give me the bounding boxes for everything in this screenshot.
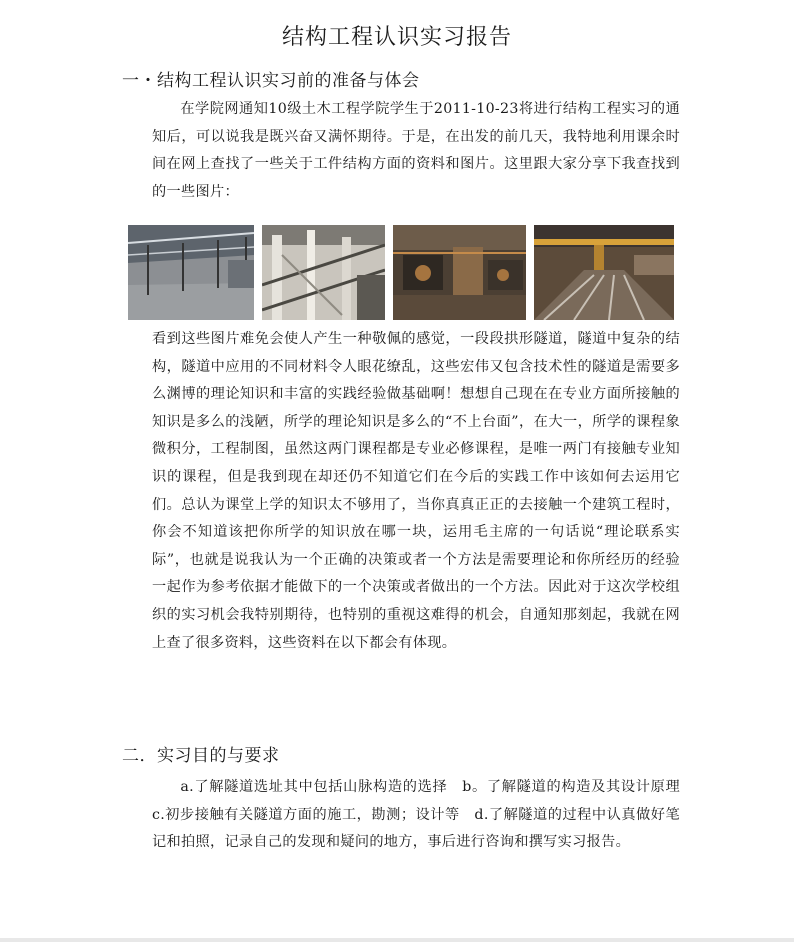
- warehouse-interior-photo: [128, 225, 254, 320]
- section-2-body: [152, 774, 695, 857]
- steel-frame-photo: [262, 225, 385, 320]
- section-1-intro: [152, 96, 680, 206]
- requirements-paragraph: a.了解隧道选址其中包括山脉构造的选择 b。了解隧道的构造及其设计原理 c.初步接触有关隧道方面的施工，勘测；设计等 d.了解隧道的过程中认真做好笔记和拍照，记录自己的发现和疑问的地方，事后进行咨询和撰写实习报告。: [152, 779, 695, 851]
- body-paragraph: 看到这些图片难免会使人产生一种敬佩的感觉，一段段拱形隧道，隧道中复杂的结构，隧道中应用的不同材料令人眼花缭乱，这些宏伟又包含技术性的隧道是需要多么渊博的理论知识和丰富的实践经验做基础啊！想想自己现在在专业方面所接触的知识是多么的浅陋，所学的理论知识是多么的“不上台面”，在大一，所学的课程象微积分，工程制图，虽然这两门课程都是专业必修课程，是唯一两门有接触专业知识的课程，但是我到现在却还仍不知道它们在今后的实践工作中该如何去运用它们。总认为课堂上学的知识太不够用了，当你真真正正的去接触一个建筑工程时，你会不知道该把你所学的知识放在哪一块，运用毛主席的一句话说“理论联系实际”，也就是说我认为一个正确的决策或者一个方法是需要理论和你所经历的经验一起作为参考依据才能做下的一个决策或者做出的一个方法。因此对于这次学校组织的实习机会我特别期待，也特别的重视这难得的机会，自通知那刻起，我就在网上查了很多资料，这些资料在以下都会有体现。: [152, 331, 680, 651]
- intro-paragraph: 在学院网通知10级土木工程学院学生于2011-10-23将进行结构工程实习的通知后，可以说我是既兴奋又满怀期待。于是，在出发的前几天，我特地利用课余时间在网上查找了一些关于工件结构方面的资料和图片。这里跟大家分享下我查找到的一些图片：: [152, 101, 680, 200]
- document-title: 结构工程认识实习报告: [281, 25, 512, 50]
- crane-workshop-photo: [534, 225, 674, 320]
- section-1-heading: 一・结构工程认识实习前的准备与体会: [122, 71, 420, 91]
- page-bottom-edge: [0, 938, 794, 942]
- section-1-body: [152, 326, 680, 657]
- section-2-heading: 二．实习目的与要求: [122, 746, 280, 766]
- factory-machinery-photo: [393, 225, 526, 320]
